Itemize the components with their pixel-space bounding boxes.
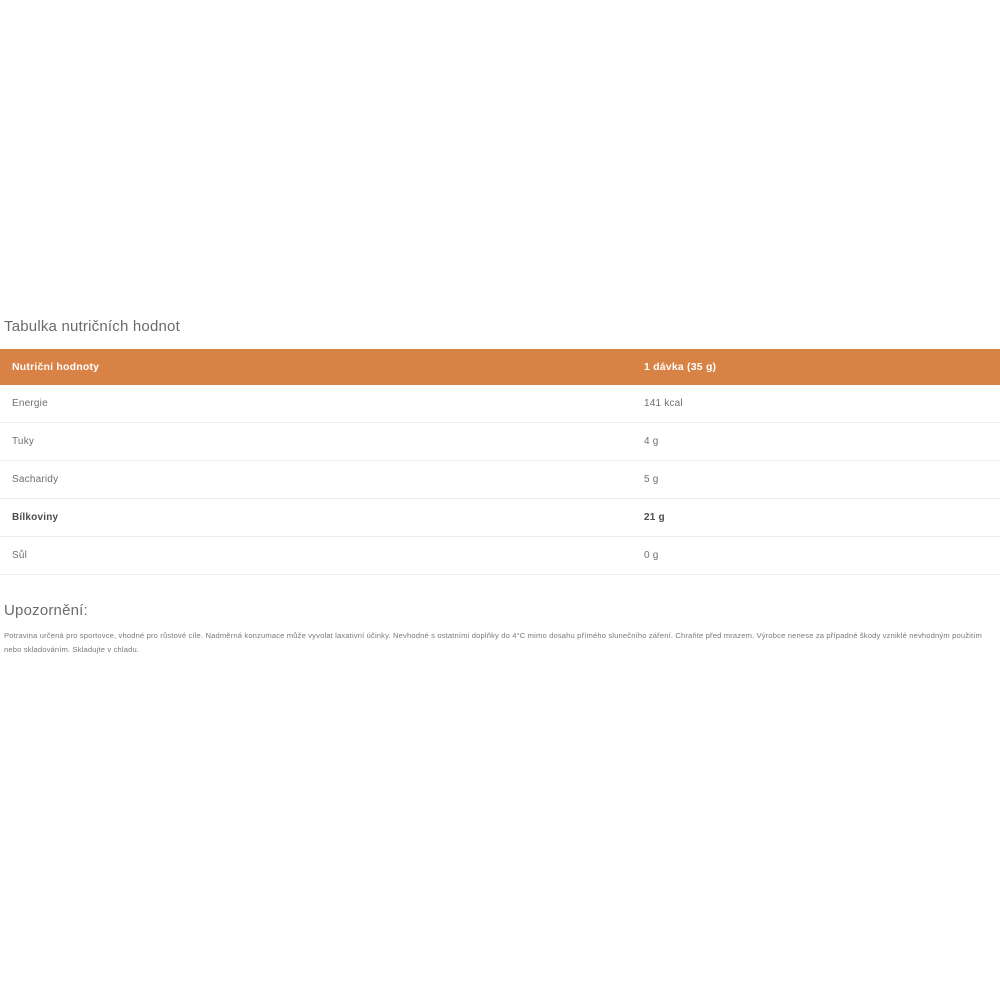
nutrition-section	[0, 318, 1000, 575]
nutrient-value: 5 g	[632, 461, 1000, 499]
warning-text: Potravina určená pro sportovce, vhodné pro růstové cíle. Nadměrná konzumace může vyvolat laxativní účinky. Nevhodné s ostatními doplňky do 4°C mimo dosahu přímého slunečního záření. Chraňte před mrazem. Výrobce nenese za případné škody vzniklé nevhodným použitím nebo skladováním. Skladujte v chladu.	[4, 631, 982, 655]
nutrient-value: 4 g	[632, 423, 1000, 461]
nutrition-table-body	[0, 385, 1000, 575]
nutrient-value: 0 g	[632, 537, 1000, 575]
table-row	[0, 423, 1000, 461]
warning-section	[0, 602, 1000, 657]
warning-title: Upozornění:	[4, 602, 88, 619]
table-row	[0, 385, 1000, 423]
table-row	[0, 537, 1000, 575]
table-row	[0, 499, 1000, 537]
column-header-nutrient: Nutriční hodnoty	[0, 349, 632, 385]
nutrient-name: Bílkoviny	[0, 499, 632, 537]
nutrient-name: Energie	[0, 385, 632, 423]
nutrient-name: Sacharidy	[0, 461, 632, 499]
table-row	[0, 461, 1000, 499]
table-header-row	[0, 349, 1000, 385]
nutrient-value: 21 g	[632, 499, 1000, 537]
nutrient-name: Sůl	[0, 537, 632, 575]
column-header-serving: 1 dávka (35 g)	[632, 349, 1000, 385]
nutrition-table	[0, 349, 1000, 575]
nutrient-value: 141 kcal	[632, 385, 1000, 423]
nutrition-table-head	[0, 349, 1000, 385]
nutrient-name: Tuky	[0, 423, 632, 461]
nutrition-section-title: Tabulka nutričních hodnot	[4, 318, 180, 335]
